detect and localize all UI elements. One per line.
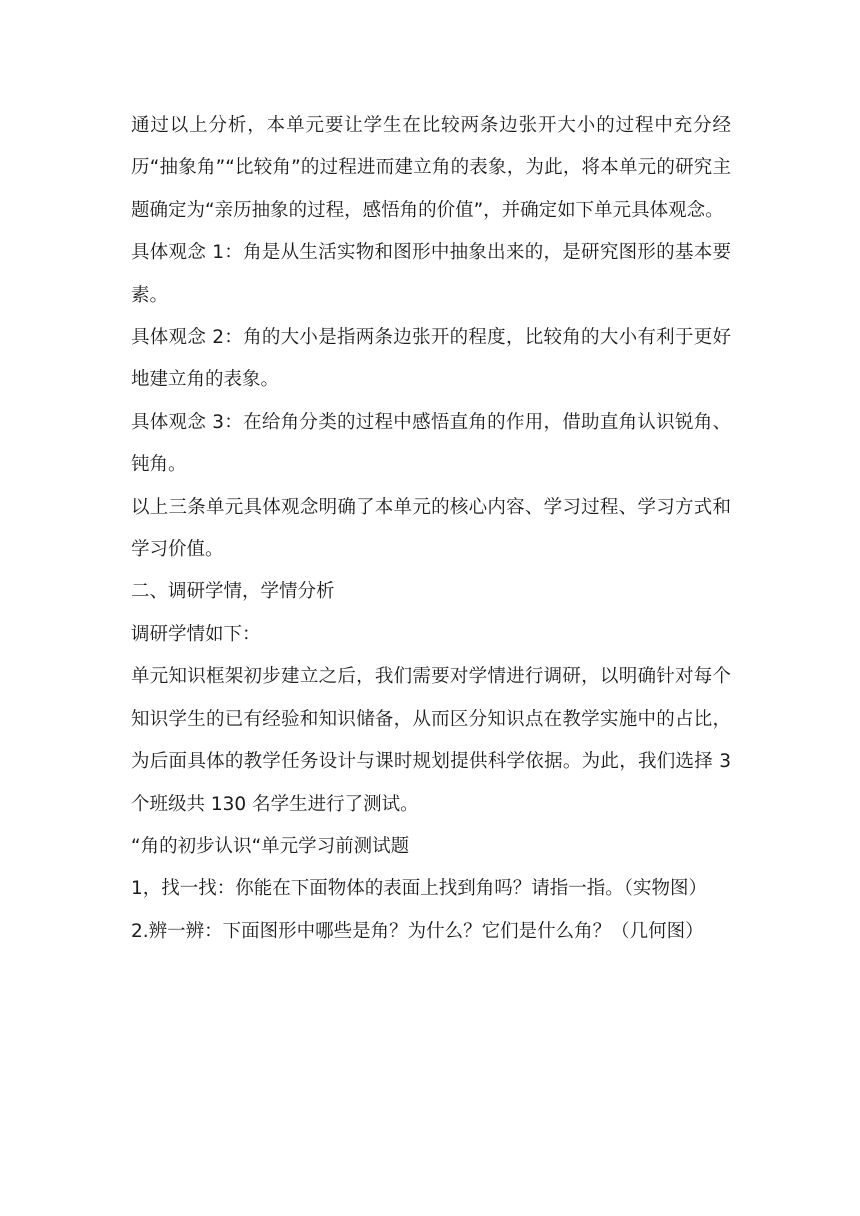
test-title: “角的初步认识“单元学习前测试题 xyxy=(131,835,410,857)
paragraph-concept-2: 具体观念 2：角的大小是指两条边张开的程度，比较角的大小有利于更好地建立角的表象。 xyxy=(131,327,731,391)
paragraph-concept-1: 具体观念 1：角是从生活实物和图形中抽象出来的，是研究图形的基本要素。 xyxy=(131,242,731,306)
paragraph-concept-3: 具体观念 3：在给角分类的过程中感悟直角的作用，借助直角认识锐角、钝角。 xyxy=(131,411,731,476)
test-question-1: 1，找一找：你能在下面物体的表面上找到角吗？请指一指。（实物图） xyxy=(131,878,708,900)
section-heading-student-analysis: 二、调研学情，学情分析 xyxy=(131,581,335,603)
paragraph-analysis-summary: 通过以上分析，本单元要让学生在比较两条边张开大小的过程中充分经历“抽象角”“比较角”的过程进而建立角的表象，为此，将本单元的研究主题确定为“亲历抽象的过程，感悟角的价值”，并确定如下单元具体观念。 xyxy=(131,115,731,221)
paragraph-survey-description: 单元知识框架初步建立之后，我们需要对学情进行调研，以明确针对每个知识学生的已有经验和知识储备，从而区分知识点在教学实施中的占比，为后面具体的教学任务设计与课时规划提供科学依据。为此，我们选择 3 个班级共 130 名学生进行了测试。 xyxy=(131,666,731,815)
paragraph-survey-intro: 调研学情如下： xyxy=(131,623,261,645)
document-body xyxy=(131,105,731,953)
paragraph-concepts-conclusion: 以上三条单元具体观念明确了本单元的核心内容、学习过程、学习方式和学习价值。 xyxy=(131,496,731,561)
test-question-2: 2.辨一辨：下面图形中哪些是角？为什么？它们是什么角？（几何图） xyxy=(131,920,704,942)
